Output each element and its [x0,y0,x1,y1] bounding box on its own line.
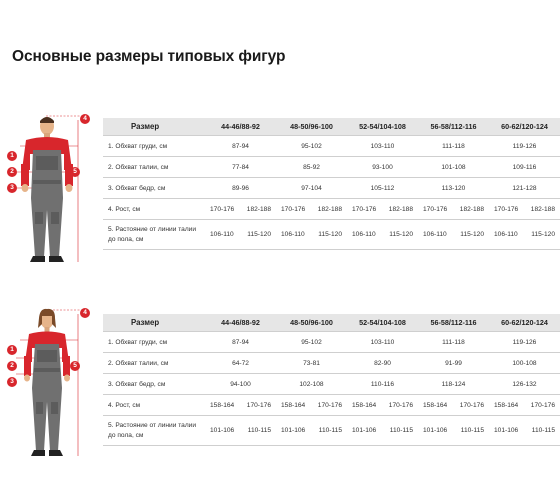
table-cell [418,416,489,446]
table-cell [489,220,560,250]
table-row [103,157,560,178]
row-label: 4. Рост, см [103,395,205,416]
cell-value: 170-176 [317,401,342,409]
table-cell [347,220,418,250]
marker-5: 5 [70,167,80,177]
table-cell [276,199,347,220]
cell-value: 115-120 [247,231,271,238]
table-cell [347,199,418,220]
table-cell: 110-116 [347,374,418,395]
row-label: 3. Обхват бедр, см [103,374,205,395]
size-header: 56-58/112-116 [418,314,489,332]
cell-value: 106-110 [210,231,234,238]
size-header: 44-46/88-92 [205,118,276,136]
size-header-label: Размер [103,118,205,136]
table-cell: 126-132 [489,374,560,395]
marker-4: 4 [80,114,90,124]
table-cell: 100-108 [489,353,560,374]
marker-3: 3 [7,377,17,387]
table-cell [489,416,560,446]
table-cell: 105-112 [347,178,418,199]
cell-value: 101-106 [281,427,306,434]
table-row [103,178,560,199]
table-cell: 89-96 [205,178,276,199]
male-figure-illustration [0,112,100,272]
cell-value: 101-106 [352,427,377,434]
size-header: 56-58/112-116 [418,118,489,136]
size-header: 60-62/120-124 [489,118,560,136]
cell-value: 115-120 [318,231,342,238]
table-cell: 119-126 [489,332,560,353]
cell-value: 158-164 [210,401,235,409]
table-cell: 109-116 [489,157,560,178]
cell-value: 170-176 [246,401,271,409]
cell-value: 106-110 [352,231,376,238]
cell-value: 110-115 [318,427,342,434]
table-cell: 91-99 [418,353,489,374]
table-cell [489,395,560,416]
cell-value: 106-110 [494,231,518,238]
cell-value: 170-176 [494,205,519,213]
row-label: 2. Обхват талии, см [103,157,205,178]
table-cell [205,395,276,416]
table-cell: 94-100 [205,374,276,395]
table-cell: 77-84 [205,157,276,178]
marker-5: 5 [70,361,80,371]
row-label: 5. Растояние от линии талии до пола, см [103,416,205,446]
table-header-row [103,314,560,332]
cell-value: 170-176 [423,205,448,213]
table-cell: 102-108 [276,374,347,395]
table-cell [418,199,489,220]
table-cell [276,395,347,416]
cell-value: 106-110 [281,231,305,238]
table-cell [418,395,489,416]
size-header: 48-50/96-100 [276,314,347,332]
table-cell: 111-118 [418,332,489,353]
table-cell: 87-94 [205,332,276,353]
row-label: 1. Обхват груди, см [103,136,205,157]
cell-value: 101-106 [210,427,235,434]
table-cell [276,416,347,446]
table-cell: 97-104 [276,178,347,199]
cell-value: 158-164 [423,401,448,409]
table-cell: 73-81 [276,353,347,374]
table-row [103,220,560,250]
row-label: 1. Обхват груди, см [103,332,205,353]
cell-value: 170-176 [352,205,377,213]
cell-value: 110-115 [247,427,271,434]
cell-value: 170-176 [530,401,555,409]
cell-value: 158-164 [281,401,306,409]
size-table-female [103,314,560,446]
cell-value: 170-176 [388,401,413,409]
table-cell: 119-126 [489,136,560,157]
cell-value: 158-164 [494,401,519,409]
table-cell: 95-102 [276,136,347,157]
table-cell: 64-72 [205,353,276,374]
table-cell [205,220,276,250]
cell-value: 110-115 [531,427,555,434]
size-header: 52-54/104-108 [347,314,418,332]
table-cell: 95-102 [276,332,347,353]
cell-value: 101-106 [494,427,519,434]
cell-value: 182-188 [530,205,555,213]
row-label: 2. Обхват талии, см [103,353,205,374]
cell-value: 101-106 [423,427,448,434]
table-cell: 113-120 [418,178,489,199]
table-cell: 103-110 [347,136,418,157]
cell-value: 182-188 [317,205,342,213]
cell-value: 106-110 [423,231,447,238]
table-cell [347,416,418,446]
table-row [103,395,560,416]
size-header: 44-46/88-92 [205,314,276,332]
marker-3: 3 [7,183,17,193]
cell-value: 115-120 [531,231,555,238]
cell-value: 182-188 [246,205,271,213]
table-row [103,416,560,446]
table-cell [276,220,347,250]
cell-value: 110-115 [460,427,484,434]
row-label: 3. Обхват бедр, см [103,178,205,199]
marker-2: 2 [7,167,17,177]
table-row [103,332,560,353]
marker-4: 4 [80,308,90,318]
table-cell: 103-110 [347,332,418,353]
table-cell: 111-118 [418,136,489,157]
cell-value: 182-188 [388,205,413,213]
table-row [103,374,560,395]
cell-value: 170-176 [459,401,484,409]
table-cell [205,416,276,446]
table-cell: 101-108 [418,157,489,178]
size-header: 52-54/104-108 [347,118,418,136]
row-label: 4. Рост, см [103,199,205,220]
table-row [103,353,560,374]
cell-value: 115-120 [389,231,413,238]
marker-1: 1 [7,345,17,355]
marker-2: 2 [7,361,17,371]
table-cell: 121-128 [489,178,560,199]
table-row [103,199,560,220]
size-header: 48-50/96-100 [276,118,347,136]
size-header-label: Размер [103,314,205,332]
page-title: Основные размеры типовых фигур [12,48,286,65]
marker-1: 1 [7,151,17,161]
cell-value: 170-176 [210,205,235,213]
cell-value: 158-164 [352,401,377,409]
table-cell: 118-124 [418,374,489,395]
size-table-male [103,118,560,250]
table-cell: 85-92 [276,157,347,178]
table-cell: 87-94 [205,136,276,157]
table-cell [205,199,276,220]
cell-value: 182-188 [459,205,484,213]
table-cell [418,220,489,250]
table-cell: 82-90 [347,353,418,374]
row-label: 5. Растояние от линии талии до пола, см [103,220,205,250]
size-header: 60-62/120-124 [489,314,560,332]
cell-value: 115-120 [460,231,484,238]
female-figure-illustration [0,306,100,466]
table-header-row [103,118,560,136]
cell-value: 110-115 [389,427,413,434]
table-cell [489,199,560,220]
table-row [103,136,560,157]
cell-value: 170-176 [281,205,306,213]
table-cell: 93-100 [347,157,418,178]
table-cell [347,395,418,416]
